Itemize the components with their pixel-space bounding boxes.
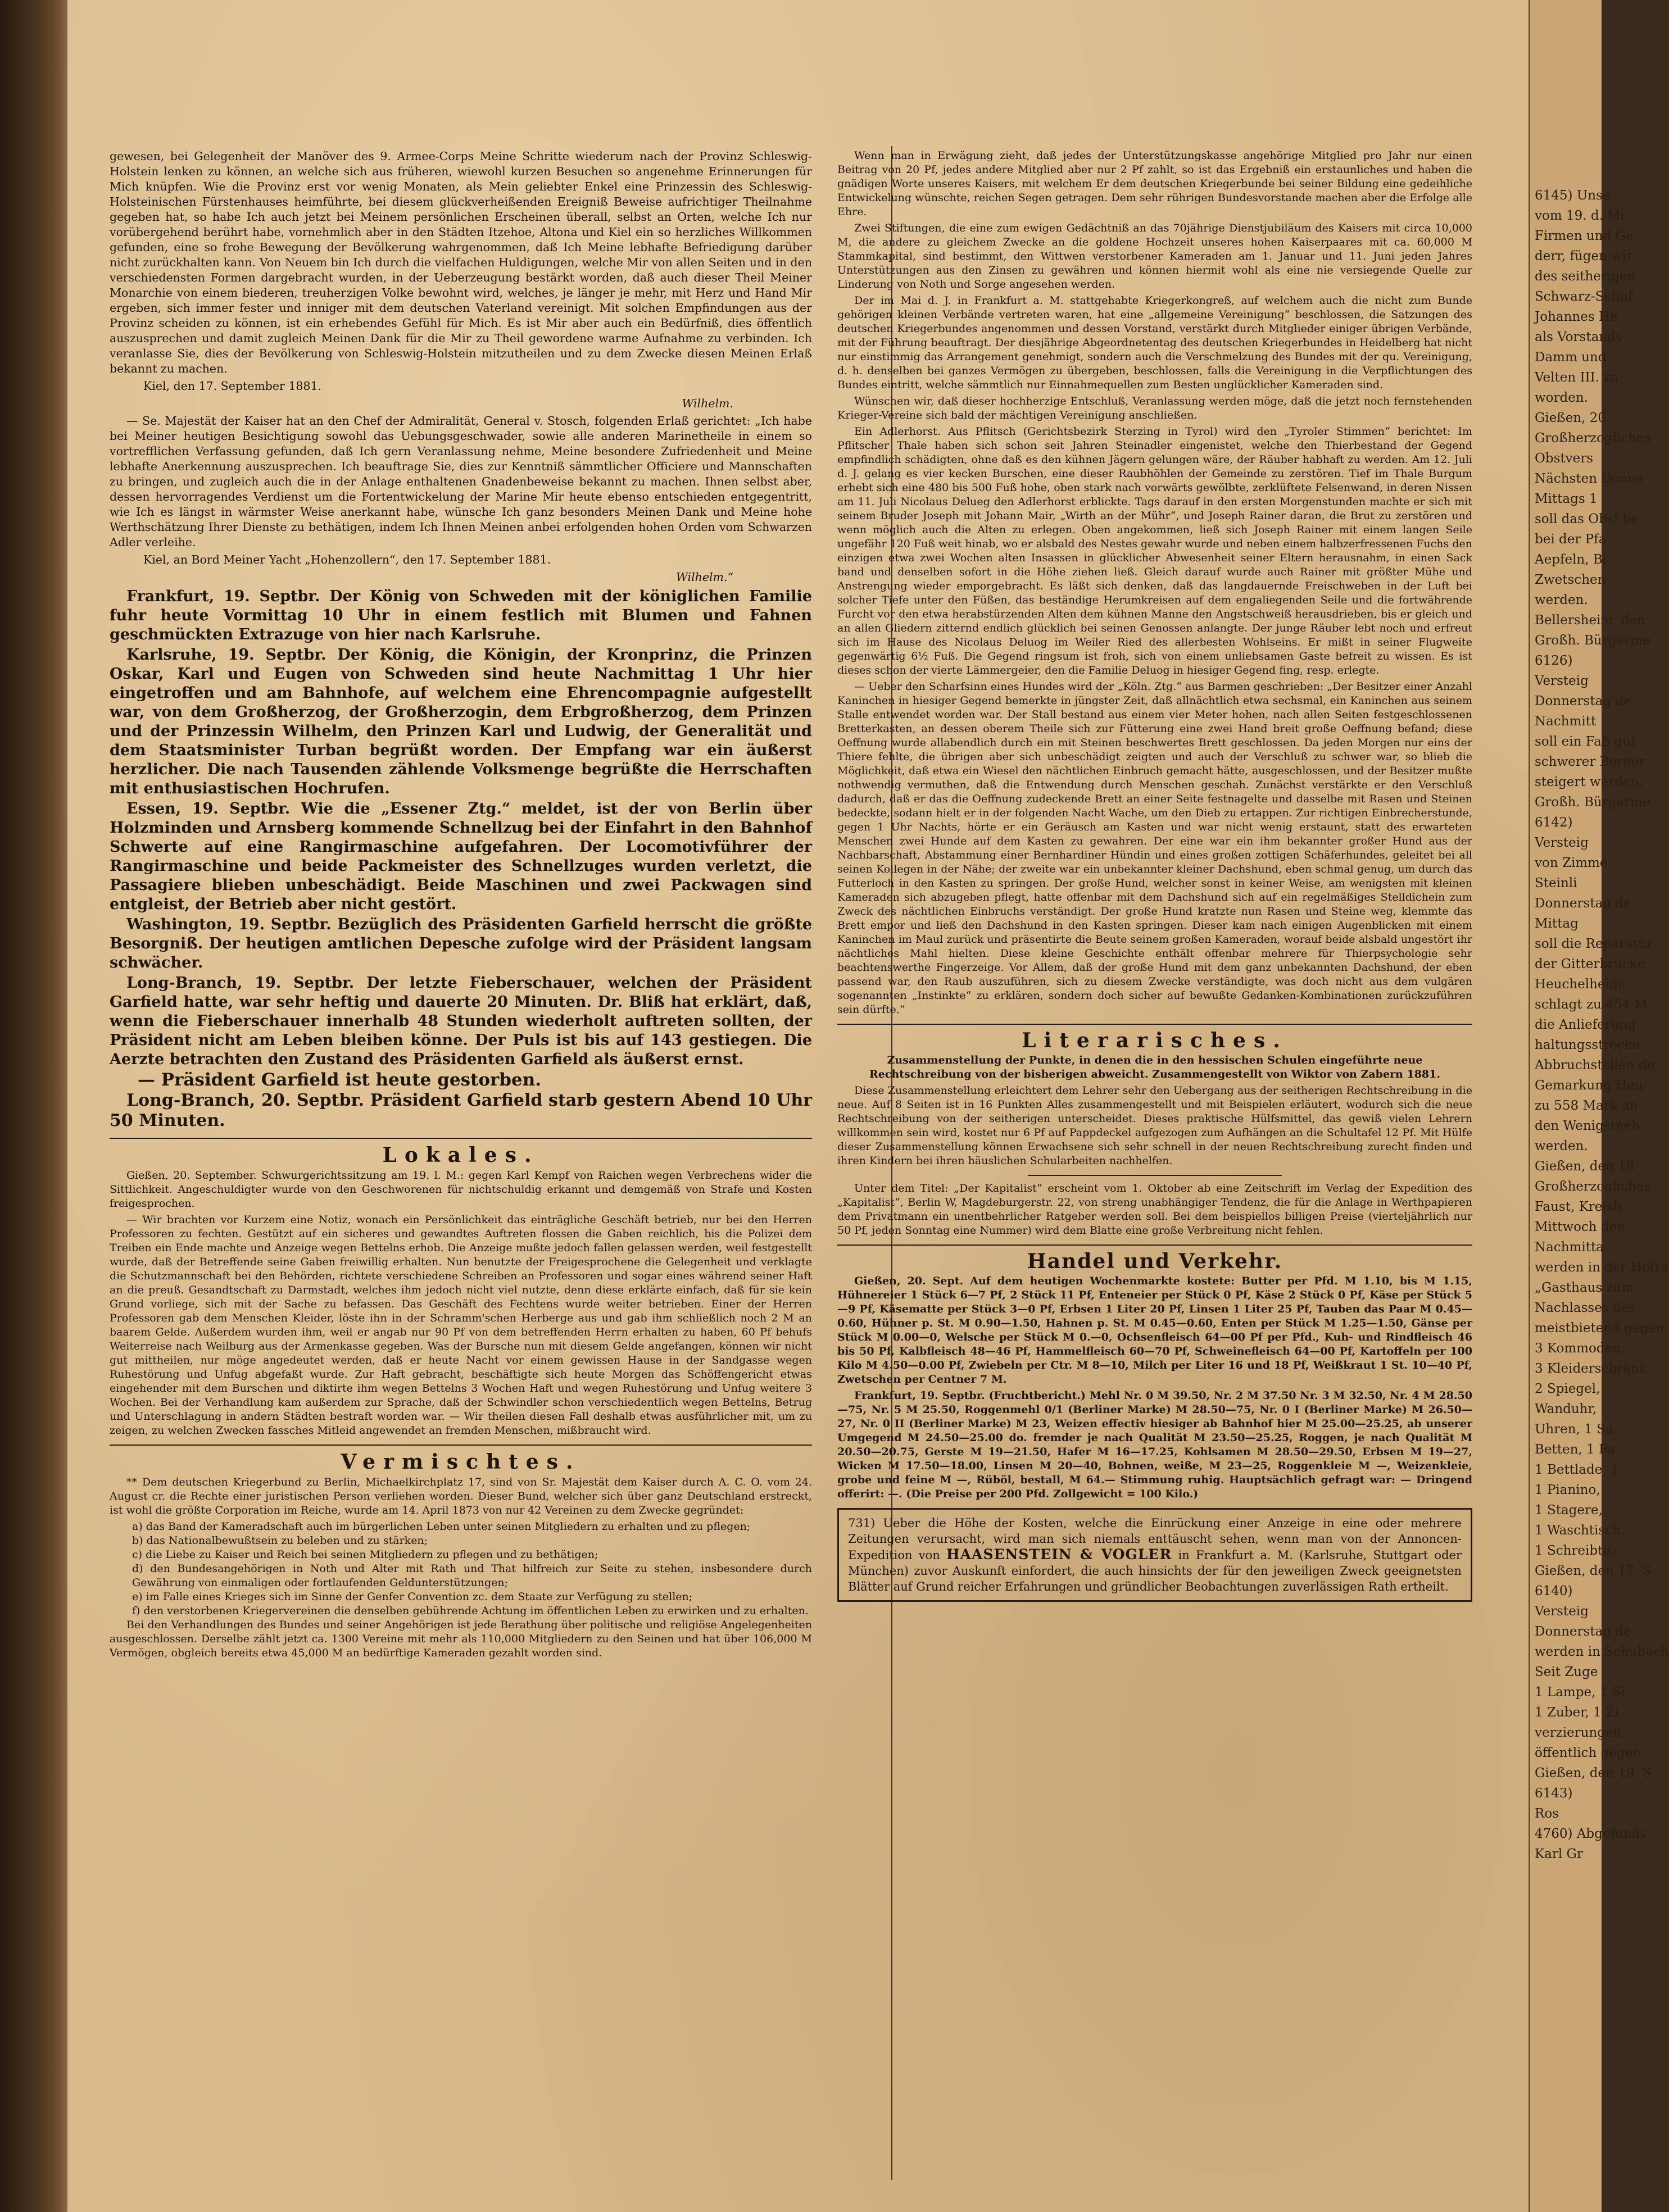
telegram-text: Der König von Schweden mit der königlichen Familie fuhr heute Vormittag 10 Uhr in einem festlich mit Blumen und Fahnen geschmückten Extrazuge von hier nach Karlsruhe.: [110, 588, 812, 643]
adjacent-page-line: Damm und: [1535, 350, 1607, 365]
adjacent-page-text: [1530, 0, 1669, 1864]
adjacent-page-line: Donnerstag de: [1535, 1624, 1631, 1639]
section-divider: [837, 1244, 1472, 1246]
telegram-dateline: Karlsruhe, 19. Septbr.: [126, 646, 326, 664]
section-heading-lokales: Lokales.: [382, 1143, 539, 1167]
adjacent-page-line: Steinli: [1535, 876, 1577, 891]
adjacent-page-line: öffentlich gegen: [1535, 1746, 1641, 1760]
adjacent-page-line: Ros: [1535, 1806, 1559, 1821]
list-item: f) den verstorbenen Kriegervereinen die denselben gebührende Achtung im öffentlichen Leben zu erwirken und zu erhalten.: [132, 1605, 809, 1617]
book-spine-shadow: [0, 0, 67, 2212]
adjacent-page-line: Großherzogliches: [1535, 1179, 1651, 1194]
market-report-frankfurt: Frankfurt, 19. Septbr. (Fruchtbericht.) Mehl Nr. 0 M 39.50, Nr. 2 M 37.50 Nr. 3 M 32.50, Nr. 4 M 28.50—75, Nr. 5 M 25.50, Roggenmehl 0/1 (Berliner Marke) M 28.50—75, Nr. 0 I (Berliner Marke) M 26.50—27, Nr. 0 II (Berliner Marke) M 23, Weizen effectiv hiesiger ab Bahnhof hier M 25.00—25.25, ab unserer Umgegend M 24.50—25.00 do. fremder je nach Qualität M 23.50—25.25, Roggen, je nach Qualität M 20.50—20.75, Gerste M 19—21.50, Hafer M 16—17.25, Kohlsamen M 28.50—29.50, Erbsen M 19—27, Wicken M 17.50—18.00, Linsen M 20—40, Bohnen, weiße, M 23—25, Roggenkleie M —, Weizenkleie, grobe und feine M —, Rüböl, bestall, M 64.— Stimmung ruhig. Hauptsächlich gefragt war: — Dringend offerirt: —. (Die Preise per 200 Pfd. Zollgewicht = 100 Kilo.): [837, 1389, 1472, 1500]
telegram-dateline: Washington, 19. Septbr.: [126, 916, 332, 933]
adjacent-page-line: Abbruchstellen de: [1535, 1058, 1654, 1073]
section-heading-handel: Handel und Verkehr.: [1027, 1250, 1283, 1273]
admiral-erlass-text: — Se. Majestät der Kaiser hat an den Chef der Admiralität, General v. Stosch, folgenden Erlaß gerichtet: „Ich habe bei Meiner heutigen Besichtigung sowohl das Uebungsgeschwader, sowie alle anderen Marinetheile in einem so vortrefflichen Verfassung gefunden, daß Ich gern Veranlassung nehme, Meine besondere Zufriedenheit und Meine lebhafte Anerkennung auszusprechen. Ich beauftrage Sie, dies zur Kenntniß sämmtlicher Officiere und Mannschaften zu bringen, und zugleich auch die in der Anlage enthaltenen Gnadenbeweise bekannt zu machen. Ihnen selbst aber, dessen hervorragendes Verdienst um die Fortentwickelung der Marine Mir heute ebenso entschieden entgegentritt, wie Ich es längst in wärmster Weise anerkannt habe, wünsche Ich ganz besonders Meinen Dank und Meine hohe Werthschätzung Ihrer Dienste zu bethätigen, indem Ich Ihnen Meinen anbei erfolgenden hohen Orden vom Schwarzen Adler verleihe.: [110, 414, 812, 549]
left-column: [110, 149, 812, 1663]
signature-wilhelm: Wilhelm.: [682, 397, 733, 410]
adjacent-page-line: Versteig: [1535, 674, 1589, 688]
telegram-dateline: Long-Branch, 19. Septbr.: [126, 974, 355, 992]
kriegerbund-continued-2: Zwei Stiftungen, die eine zum ewigen Gedächtniß an das 70jährige Dienstjubiläum des Kaisers mit circa 10,000 M, die andere zu gleichem Zwecke an die goldene Hochzeit unseres hohen Kaiserpaares mit ca. 60,000 M Stammkapital, sind bestimmt, den Wittwen verstorbener Kameraden am 1. Januar und 11. Juni jeden Jahres Unterstützungen aus den Zinsen zu gewähren und können hiermit wohl als eine nie versiegende Quelle zur Linderung von Noth und Sorge angesehen werden.: [837, 222, 1472, 290]
telegrams: [110, 587, 812, 1131]
telegram-essen: [110, 800, 812, 914]
adjacent-page-line: Versteig: [1535, 835, 1589, 850]
telegram-dateline: Essen, 19. Septbr.: [126, 800, 291, 817]
adjacent-page-line: Betten, 1 Fa: [1535, 1442, 1615, 1457]
adjacent-page-fragment: [1529, 0, 1669, 2212]
adjacent-page-line: Großh. Bürgerme: [1535, 795, 1650, 810]
adjacent-page-line: Mittag: [1535, 916, 1579, 931]
ad-firm-name: HAASENSTEIN & VOGLER: [946, 1546, 1172, 1563]
kriegerbund-purposes: [110, 1520, 812, 1618]
adjacent-page-line: Bellersheim, den: [1535, 613, 1645, 628]
adjacent-page-line: derr, fügen wir: [1535, 249, 1633, 264]
adjacent-page-line: 6140): [1535, 1584, 1573, 1598]
adjacent-page-line: 6142): [1535, 815, 1573, 830]
telegram-text: Bezüglich des Präsidenten Garfield herrscht die größte Besorgniß. Der heutigen amtlichen Depesche zufolge wird der Präsident langsam schwächer.: [110, 916, 812, 971]
adjacent-page-line: 2 Spiegel,: [1535, 1382, 1600, 1396]
adjacent-page-line: Zwetschen: [1535, 573, 1606, 587]
section-heading-literarisches: Literarisches.: [1022, 1029, 1288, 1052]
adjacent-page-line: Johannes He: [1535, 310, 1618, 324]
adjacent-page-line: Gießen, den 18: [1535, 1159, 1635, 1174]
adjacent-page-line: Karl Gr: [1535, 1847, 1583, 1861]
adjacent-page-line: die Anlieferung: [1535, 1018, 1636, 1032]
adjacent-page-line: 6143): [1535, 1786, 1573, 1801]
adjacent-page-line: 1 Schreibtisc: [1535, 1543, 1621, 1558]
adjacent-page-line: Uhren, 1 Sa: [1535, 1422, 1613, 1437]
section-divider: [837, 1024, 1472, 1025]
adjacent-page-line: werden.: [1535, 593, 1588, 607]
right-column: [837, 149, 1472, 1602]
kapitalist-notice: Unter dem Titel: „Der Kapitalist“ erscheint vom 1. Oktober ab eine Zeitschrift im Verlag der Expedition des „Kapitalist“, Berlin W, Magdeburgerstr. 22, von streng unabhängiger Tendenz, die für die Anlage in Werthpapieren dem Privatmann ein unentbehrlicher Ratgeber werden soll. Bei dem beispiellos billigen Preise (vierteljährlich nur 50 Pf, jeden Sonntag eine Nummer) wird dem Blatte eine große Verbreitung nicht fehlen.: [837, 1182, 1472, 1237]
literature-title: Zusammenstellung der Punkte, in denen die in den hessischen Schulen eingeführte neue Rechtschreibung von der bisherigen abweicht. Zusammengestellt von Wiktor von Zabern 1881.: [869, 1054, 1440, 1080]
adjacent-page-line: Gießen, 20.: [1535, 411, 1611, 425]
kriegerbund-closing: Bei den Verhandlungen des Bundes und seiner Angehörigen ist jede Berathung über politische und religiöse Angelegenheiten ausgeschlossen. Derselbe zählt jetzt ca. 1300 Vereine mit mehr als 110,000 Mitgliedern zu den Seinen und hat über 106,000 M Vermögen, obgleich bereits etwa 45,000 M an bedürftige Kameraden gezahlt worden sind.: [110, 1619, 812, 1659]
article-hund: — Ueber den Scharfsinn eines Hundes wird der „Köln. Ztg.“ aus Barmen geschrieben: „Der Besitzer einer Anzahl Kaninchen in hiesiger Gegend bemerkte in jüngster Zeit, daß allnächtlich etwa sechsmal, ein Kaninchen aus seinem Stalle entwendet worden war. Der Stall bestand aus einem vier Meter hohen, nach allen Seiten festgeschlossenen Bretterkasten, an dessen oberem Theile sich zur Fütterung eine zwei Hand breit große Oeffnung befand; diese Oeffnung wurde allabendlich durch ein mit Steinen beschwertes Brett geschlossen. Da jeden Morgen nur eins der Thiere fehlte, die übrigen aber sich unbeschädigt zeigten und auch der Verschluß zu schwer war, so blieb die Möglichkeit, daß etwa ein Wiesel den nächtlichen Einbruch gemacht hätte, ausgeschlossen, und der Besitzer mußte nothwendig vermuthen, daß die Entwendung durch Menschen geschah. Zunächst verstärkte er den Verschluß dadurch, daß er das die Oeffnung zudeckende Brett an einer Seite festnagelte und dasselbe mit Rasen und Steinen bedeckte, sodann hielt er in der folgenden Nacht Wache, um den Dieb zu ertappen. Zur richtigen Einbrecherstunde, gegen 1 Uhr Nachts, hörte er ein Geräusch am Kasten und war nicht wenig erstaunt, statt des erwarteten Menschen zwei Hunde auf dem Kasten zu gewahren. Der eine war ein ihm bekannter großer Hund aus der Nachbarschaft, Abstammung einer Bernhardiner Hündin und eines großen zottigen Schäferhundes, geleitet bei all seinen Kollegen in der Nähe; der zweite war ein unbekannter kleiner Dachshund, eben schmal genug, um durch das Futterloch in den Kasten zu springen. Der große Hund, welcher sonst in keiner Weise, am wenigsten mit kleinen Kameraden sich abzugeben pflegt, hatte offenbar mit dem Dachshund sich auf ein regelmäßiges Stelldichein zum Zweck des nächtlichen Einbruchs verständigt. Der große Hund kratzte nun Rasen und Steine weg, klemmte das Brett empor und ließ den Dachshund in den Kasten springen. Dieser kam nach einigen Augenblicken mit einem Kaninchen im Maul zurück und präsentirte die Beute seinem großen Kameraden, worauf beide alsbald ungestört ihr nächtliches Mahl hielten. Diese kleine Geschichte enthält offenbar mehrere für Thierpsychologie sehr beachtenswerthe Fingerzeige. Vor Allem, daß der große Hund mit dem ganz unbekannten Dachshund, der eben passend war, den Raub auszuführen, sich zu diesem Zwecke verständigte, was doch nicht aus dem vulgären sogenannten „Instinkte“ zu erklären, sondern doch sicher auf bewußte Gedanken-Kombinationen zurückzuführen sein dürfte.“: [837, 680, 1472, 1016]
adjacent-page-line: 6126): [1535, 653, 1573, 668]
adjacent-page-line: soll die Reparatur: [1535, 937, 1653, 951]
adjacent-page-line: Mittags 1: [1535, 492, 1598, 506]
telegram-text: Wie die „Essener Ztg.“ meldet, ist der von Berlin über Holzminden und Arnsberg kommende Schnellzug bei der Einfahrt in den Bahnhof Schwerte auf eine Rangirmaschine aufgefahren. Der Locomotivführer der Rangirmaschine und beide Packmeister des Schnellzuges wurden verletzt, die Passagiere blieben unbeschädigt. Beide Maschinen und zwei Packwagen sind entgleist, der Betrieb aber nicht gestört.: [110, 800, 813, 913]
adjacent-page-line: Nachmitta: [1535, 1240, 1604, 1255]
adjacent-page-line: Donnerstag de: [1535, 896, 1631, 911]
adjacent-page-line: meistbietend gegen: [1535, 1321, 1665, 1336]
telegram-long-branch: [110, 974, 812, 1069]
adjacent-page-line: Gemarkung Heu: [1535, 1078, 1643, 1093]
telegram-karlsruhe: [110, 646, 812, 798]
adjacent-page-line: Versteig: [1535, 1604, 1589, 1619]
adjacent-page-line: Donnerstag de: [1535, 694, 1631, 708]
telegram-frankfurt: [110, 587, 812, 644]
section-divider: [110, 1445, 812, 1446]
adjacent-page-line: haltungsstrecke: [1535, 1038, 1640, 1052]
vermischtes-section: [110, 1475, 812, 1660]
adjacent-page-line: 1 Lampe, 1 Si: [1535, 1685, 1625, 1700]
adjacent-page-line: soll das Obst be: [1535, 512, 1639, 526]
adjacent-page-line: Nachmitt: [1535, 714, 1597, 729]
adjacent-page-line: worden.: [1535, 390, 1588, 405]
garfield-died-notice: — Präsident Garfield ist heute gestorben.: [138, 1070, 542, 1090]
telegram-text: Der letzte Fieberschauer, welchen der Präsident Garfield hatte, war sehr heftig und dauerte 20 Minuten. Dr. Bliß hat erklärt, daß, wenn die Fieberschauer innerhalb 48 Stunden wiederholt auftreten sollten, der Präsident nicht am Leben bleiben könne. Der Puls ist bis auf 143 gestiegen. Die Aerzte betrachten den Zustand des Präsidenten Garfield als äußerst ernst.: [110, 974, 812, 1068]
adjacent-page-line: bei der Pfa: [1535, 532, 1607, 547]
adjacent-page-line: Aepfeln, Bi: [1535, 552, 1607, 567]
dateline-kiel-yacht: Kiel, an Bord Meiner Yacht „Hohenzollern“, den 17. September 1881.: [143, 553, 551, 566]
ad-text-2: in Frankfurt a. M. (Karlsruhe, Stuttgart oder München) zuvor Auskunft einfordert, die auch hinsichts der für den jeweiligen Zweck geeignetsten Blätter auf Grund reicher Erfahrungen und gründlicher Beobachtungen zuverlässigen Rath ertheilt.: [848, 1548, 1462, 1593]
kriegerbund-intro: ** Dem deutschen Kriegerbund zu Berlin, Michaelkirchplatz 17, sind von Sr. Majestät dem Kaiser durch A. C. O. vom 24. August cr. die Rechte einer juristischen Person verliehen worden. Dieser Bund, welcher sich über ganz Deutschland erstreckt, ist wohl die größte Corporation im Reiche, wurde am 14. April 1873 von nur 42 Vereinen zu dem Zwecke gegründet:: [110, 1476, 812, 1516]
dateline-kiel: Kiel, den 17. September 1881.: [143, 379, 322, 393]
adjacent-page-line: 1 Waschtisch,: [1535, 1523, 1625, 1538]
adjacent-page-line: 6145) Unse: [1535, 188, 1611, 203]
kriegerbund-continued-3: Der im Mai d. J. in Frankfurt a. M. stattgehabte Kriegerkongreß, auf welchem auch die nicht zum Bunde gehörigen kleinen Verbände vertreten waren, hat eine „allgemeine Vereinigung“ beschlossen, die Satzungen des deutschen Kriegerbundes angenommen und dessen Vorstand, verstärkt durch Mitglieder einiger übrigen Verbände, mit der Führung beauftragt. Der diesjährige Abgeordnetentag des deutschen Kriegerbundes in Heidelberg hat nicht nur einstimmig das Arrangement genehmigt, sondern auch die Verschmelzung des Bundes mit der qu. Vereinigung, d. h. denselben bei ganzes Vermögen zu übergeben, beschlossen, falls die Vereinigung in die Verpflichtungen des Bundes eintritt, welche sämmtlich nur Einnahmequellen zum Besten unglücklicher Kameraden sind.: [837, 294, 1472, 391]
adjacent-page-line: Gießen, den 19. S: [1535, 1766, 1652, 1780]
adjacent-page-line: werden in der Hofra: [1535, 1260, 1668, 1275]
kaiser-erlass-text: gewesen, bei Gelegenheit der Manöver des 9. Armee-Corps Meine Schritte wiederum nach der Provinz Schleswig-Holstein lenken zu können, an welche sich aus früheren, wiewohl kurzen Besuchen so angenehme Erinnerungen für Mich knüpfen. Wie die Provinz erst vor wenig Monaten, als Mein geliebter Enkel eine Prinzessin des Schleswig-Holsteinischen Fürstenhauses heimführte, bei diesem glückverheißenden Ereigniß Beweise aufrichtiger Theilnahme gegeben hat, so habe Ich auch jetzt bei Meinem persönlichen Erscheinen überall, selbst an Orten, welche Ich nur vorübergehend berührt habe, vornehmlich aber in den Städten Itzehoe, Altona und Kiel ein so herzliches Willkommen gefunden, eine so frohe Bewegung der Bevölkerung wahrgenommen, daß Ich Meine lebhafte Befriedigung darüber nicht zurückhalten kann. Von Neuem bin Ich durch die vielfachen Huldigungen, welche Mir von allen Seiten und in den verschiedensten Formen dargebracht wurden, in der Ueberzeugung bestärkt worden, daß auch dieser Theil Meiner Monarchie von einem biederen, treuherzigen Volke bewohnt wird, welches, je länger je mehr, mit Herz und Hand Mir ergeben, sich immer fester und inniger mit dem deutschen Vaterland vereinigt. Mit solchen Empfindungen aus der Provinz scheiden zu können, ist ein erhebendes Gefühl für Mich. Es ist Mir aber auch ein Bedürfniß, dies öffentlich auszusprechen und damit zugleich Meinen Dank für die Mir zu Theil gewordene warme Aufnahme zu verbinden. Ich veranlasse Sie, dies der Bevölkerung von Schleswig-Holstein mitzutheilen und zu dem Zwecke diesen Meinen Erlaß bekannt zu machen.: [110, 149, 812, 375]
literature-review: Diese Zusammenstellung erleichtert dem Lehrer sehr den Uebergang aus der seitherigen Rechtschreibung in die neue. Auf 8 Seiten ist in 16 Punkten Alles zusammengestellt und mit Beispielen erläutert, wodurch sich die neue Rechtschreibung von der seitherigen unterscheidet. Dieses praktische Hülfsmittel, das gewiß vielen Lehrern willkommen sein wird, kostet nur 6 Pf auf Pappdeckel aufgezogen zum Aufhängen an die Schultafel 12 Pf. Mit Hülfe dieser Zusammenstellung können Erwachsene sich sehr schnell in der neuen Rechtschreibung zurecht finden und ihren Kindern bei ihren häuslichen Schularbeiten nachhelfen.: [837, 1084, 1472, 1167]
adjacent-page-line: Mittwoch den: [1535, 1220, 1626, 1234]
list-item: a) das Band der Kameradschaft auch im bürgerlichen Leben unter seinen Mitgliedern zu erhalten und zu pflegen;: [132, 1520, 751, 1533]
adjacent-page-line: Gießen, den 17. S: [1535, 1564, 1652, 1578]
adjacent-page-line: des seitherigen: [1535, 269, 1636, 284]
adjacent-page-line: den Wenigstneh: [1535, 1119, 1640, 1133]
adjacent-page-line: Seit Zuge: [1535, 1665, 1598, 1679]
adjacent-page-line: 1 Zuber, 1 Zi: [1535, 1705, 1619, 1720]
adjacent-page-line: 1 Stagere,: [1535, 1503, 1603, 1518]
adjacent-page-line: werden in Schubach: [1535, 1645, 1669, 1659]
adjacent-page-line: Wanduhr,: [1535, 1402, 1597, 1416]
garfield-death-telegram: Long-Branch, 20. Septbr. Präsident Garfield starb gestern Abend 10 Uhr 50 Minuten.: [110, 1091, 812, 1130]
advertisement-haasenstein-vogler: [837, 1508, 1472, 1602]
adjacent-page-line: zu 558 Mark an: [1535, 1098, 1638, 1113]
telegram-text: Der König, die Königin, der Kronprinz, die Prinzen Oskar, Karl und Eugen von Schweden sind heute Nachmittag 1 Uhr hier eingetroffen und am Bahnhofe, auf welchem eine Ehrencompagnie aufgestellt war, von dem Großherzog, der Großherzogin, dem Erbgroßherzog, dem Prinzen und der Prinzessin Wilhelm, den Prinzen Karl und Ludwig, der Generalität und dem Staatsminister Turban begrüßt worden. Der Empfang war ein äußerst herzlicher. Die nach Tausenden zählende Volksmenge begrüßte die Herrschaften mit enthusiastischen Hochrufen.: [110, 646, 812, 797]
adjacent-page-line: Großh. Bürgerme: [1535, 633, 1650, 648]
adjacent-page-line: Schwarz-Schuf-: [1535, 289, 1637, 304]
adjacent-page-line: der Gitterbrücke: [1535, 957, 1645, 971]
adjacent-page-line: Velten III. zu: [1535, 370, 1619, 385]
adjacent-page-line: 1 Bettlade, 1: [1535, 1462, 1619, 1477]
lokales-section: [110, 1169, 812, 1438]
signature-wilhelm-2: Wilhelm.“: [675, 570, 733, 584]
kriegerbund-continued-4: Wünschen wir, daß dieser hochherzige Entschluß, Veranlassung werden möge, daß die jetzt noch fernstehenden Krieger-Vereine sich bald der mächtigen Vereinigung anschließen.: [837, 395, 1472, 421]
short-divider: [1028, 1175, 1282, 1176]
market-report-giessen: Gießen, 20. Sept. Auf dem heutigen Wochenmarkte kostete: Butter per Pfd. M 1.10, bis M 1.15, Hühnereier 1 Stück 6—7 Pf, 2 Stück 11 Pf, Enteneier per Stück 0 Pf, Käse 2 Stück 0 Pf, Käse per Stück 5—9 Pf, Käsematte per Stück 3—0 Pf, Erbsen 1 Liter 20 Pf, Linsen 1 Liter 25 Pf, Tauben das Paar M 0.45—0.60, Hühner p. St. M 0.90—1.50, Hahnen p. St. M 0.45—0.60, Enten per Stück M 1.25—1.50, Gänse per Stück M 0.00—0, Welsche per Stück M 0.—0, Ochsenfleisch 64—00 Pf per Pfd., Kuh- und Rindfleisch 46 bis 50 Pf, Kalbfleisch 48—46 Pf, Hammelfleisch 60—70 Pf, Schweinefleisch 64—00 Pf, Kartoffeln per 100 Kilo M 4.50—0.00 Pf, Zwiebeln per Ctr. M 8—10, Milch per Liter 16 und 18 Pf, Weißkraut 1 St. 10—40 Pf, Zwetschen per Centner 7 M.: [837, 1275, 1472, 1386]
adjacent-page-line: Faust, Kreisb: [1535, 1200, 1622, 1214]
kriegerbund-continued-1: Wenn man in Erwägung zieht, daß jedes der Unterstützungskasse angehörige Mitglied pro Jahr nur einen Beitrag von 20 Pf, jedes andere Mitglied aber nur 2 Pf zahlt, so ist das Ergebniß ein erstaunliches und haben die gnädigen Worte unseres Kaisers, mit welchem Er dem deutschen Kriegerbunde bei seiner Bildung eine gedeihliche Entwickelung wünschte, reichen Segen getragen. Dem sehr rührigen Bundesvorstande machen aber die Erfolge alle Ehre.: [837, 149, 1472, 218]
ad-text-1: 731) Ueber die Höhe der Kosten, welche die Einrückung einer Anzeige in eine oder mehrere Zeitungen verursacht, wird man sich niemals enttäuscht sehen, wenn man von der Annoncen-Expedition von: [848, 1516, 1462, 1562]
telegram-washington: [110, 915, 812, 973]
adjacent-page-line: Großherzogliches: [1535, 431, 1651, 446]
list-item: d) den Bundesangehörigen in Noth und Alter mit Rath und That hilfreich zur Seite zu stehen, insbesondere durch Gewährung von einmaligen oder fortlaufenden Geldunterstützungen;: [132, 1563, 812, 1589]
list-item: e) im Falle eines Krieges sich im Sinne der Genfer Convention zc. dem Staate zur Verfügung zu stellen;: [132, 1591, 693, 1603]
adjacent-page-line: steigert werden.: [1535, 775, 1643, 789]
adjacent-page-line: schlagt zu 454 M: [1535, 997, 1648, 1012]
telegram-dateline: Frankfurt, 19. Septbr.: [126, 588, 320, 605]
adjacent-page-line: vom 19. d. Mi: [1535, 208, 1625, 223]
section-heading-vermischtes: Vermischtes.: [341, 1450, 581, 1474]
lokales-bettler: — Wir brachten vor Kurzem eine Notiz, wonach ein Persönlichkeit das einträgliche Geschäft betrieb, nur bei den Herren Professoren zu fechten. Gestützt auf ein sicheres und gewandtes Auftreten flossen die Gaben reichlich, bis die Polizei dem Treiben ein Ende machte und Anzeige wegen Bettelns erhob. Die Anzeige mußte jedoch fallen gelassen werden, weil festgestellt wurde, daß der Betreffende seine Gaben freiwillig erhalten. Nun benutzte der Freigesprochene die Gelegenheit und verklagte die Schutzmannschaft bei den Behörden, richtete verschiedene Schreiben an Professoren und sogar eines während seiner Haft an die preuß. Gesandtschaft zu Darmstadt, welches ihm jedoch nicht viel nutzte, denn diese erklärte einfach, daß für sie kein Grund vorliege, sich mit der Sache zu befassen. Das Geschäft des Fechtens wurde weiter betrieben. Einer der Herren Professoren gab dem Menschen Kleider, löste ihn in der Schramm'schen Herberge aus und gab ihm schließlich noch 2 M an baarem Gelde. Außerdem wurden ihm, weil er angab nur 90 Pf von dem betreffenden Herrn erhalten zu haben, 60 Pf behufs Weiterreise nach Weilburg aus der Armenkasse gegeben. Was der Bursche nun mit diesem Gelde angefangen, können wir nicht gut mittheilen, nur möge angedeutet werden, daß er heute Nacht vor einem gewissen Hause in der Sandgasse wegen Ruhestörung und Unfug abgefaßt wurde. Zur Haft gebracht, beschäftigte sich heute Morgen das Schöffengericht etwas eingehender mit dem Burschen und diktirte ihm wegen Bettelns 3 Wochen Haft und wegen Ruhestörung und Unfug weitere 3 Wochen. Bei der Verhandlung kam außerdem zur Sprache, daß der Schwindler schon verschiedentlich wegen Bettelns, Betrug und Unterschlagung in andern Städten bestraft worden war. — Wir theilen diesen Fall deshalb etwas ausführlicher mit, um zu zeigen, zu welchen Zwecken fassches Mitleid angewendet an fremden Menschen, mißbraucht wird.: [110, 1214, 812, 1437]
adjacent-page-line: Obstvers: [1535, 451, 1594, 466]
adjacent-page-line: von Zimme: [1535, 856, 1608, 870]
adjacent-page-line: 4760) Abgefunds: [1535, 1827, 1647, 1841]
adjacent-page-line: soll ein Faß gut: [1535, 734, 1636, 749]
adjacent-page-line: „Gasthaus zum: [1535, 1280, 1634, 1295]
adjacent-page-line: 3 Kleiderschränk: [1535, 1361, 1647, 1376]
adjacent-page-line: verzierungen,: [1535, 1725, 1626, 1740]
adjacent-page-line: schwerer Berner: [1535, 755, 1645, 769]
adjacent-page-line: 3 Kommoden,: [1535, 1341, 1625, 1356]
adjacent-page-line: Nächsten Donne: [1535, 471, 1644, 486]
list-item: c) die Liebe zu Kaiser und Reich bei seinen Mitgliedern zu pflegen und zu bethätigen;: [132, 1548, 598, 1561]
adjacent-page-line: 1 Pianino,: [1535, 1483, 1600, 1497]
lokales-schwurgericht: Gießen, 20. September. Schwurgerichtssitzung am 19. l. M.: gegen Karl Kempf von Raichen wegen Verbrechens wider die Sittlichkeit. Angeschuldigter wurde von den Geschworenen für nichtschuldig erkannt und demgemäß von Strafe und Kosten freigesprochen.: [110, 1169, 812, 1210]
adjacent-page-line: Firmen und Ge: [1535, 229, 1634, 243]
adjacent-page-line: als Vorstands-: [1535, 330, 1627, 344]
article-adlerhorst: Ein Adlerhorst. Aus Pflitsch (Gerichtsbezirk Sterzing in Tyrol) wird den „Tyroler Stimmen“ berichtet: Im Pflitscher Thale haben sich schon seit Jahren Steinadler eingenistet, welche den Thierbestand der Gegend empfindlich schädigten, ohne daß es den kühnen Jägern gelungen wäre, der Räuber habhaft zu werden. Am 12. Juli d. J. gelang es vier kecken Burschen, eine dieser Raubhöhlen der Gemeinde zu zerstören. Tief im Thale Burgum erhebt sich eine 480 bis 500 Fuß hohe, oben stark nach vorwärts gewölbte, zerklüftete Felsenwand, in deren Nissen am 11. Juli Nicolaus Delueg den Adlerhorst erblickte. Tags darauf in den ersten Morgenstunden machte er sich mit seinem Bruder Joseph mit Johann Mair, „Wirth an der Mühr“, und Joseph Rainer daran, die Brut zu zerstören und wenn möglich auch die Alten zu erlegen. Oben angekommen, ließ sich Joseph Rainer mit einem langen Seile ungefähr 120 Fuß weit hinab, wo er alsbald des Nestes gewahr wurde und neben einem halbzerfressenen Fuchs den einzigen etwa zwei Wochen alten Insassen in glücklicher Abwesenheit seiner Eltern herausnahm, in einen Sack band und denselben sofort in die Höhe ziehen ließ. Gleich darauf wurde auch Rainer mit größter Mühe und Anstrengung wieder emporgebracht. Es läßt sich denken, daß das langdauernde Freischweben in der Luft bei solcher Tiefe unter den Füßen, das beständige Herumkreisen auf dem engaliegenden Seile und die fortwährende Furcht vor den etwa herabstürzenden Alten dem kühnen Manne den Angstschweiß herausdrieben, bis er gleich und an allen Gliedern zitternd endlich glücklich bei seinen Genossen anlangte. Der junge Räuber lebt noch und erfreut sich im Hause des Nicolaus Deluog im Weiler Ried des allerbesten Wohlseins. Er mißt in seiner Flugweite gegenwärtig 6½ Fuß. Die Gegend ringsum ist froh, sich von einem unliebsamen Gaste befreit zu wissen. Es ist dieses schon der vierte Lämmergeier, den die Familie Deluog in hiesiger Gegend fing, resp. erlegte.: [837, 425, 1472, 676]
list-item: b) das Nationalbewußtsein zu beleben und zu stärken;: [132, 1534, 428, 1547]
adjacent-page-line: Nachlasses des: [1535, 1301, 1636, 1315]
adjacent-page-line: Heuchelheim:: [1535, 977, 1626, 992]
section-divider: [110, 1138, 812, 1139]
adjacent-page-line: werden.: [1535, 1139, 1588, 1153]
